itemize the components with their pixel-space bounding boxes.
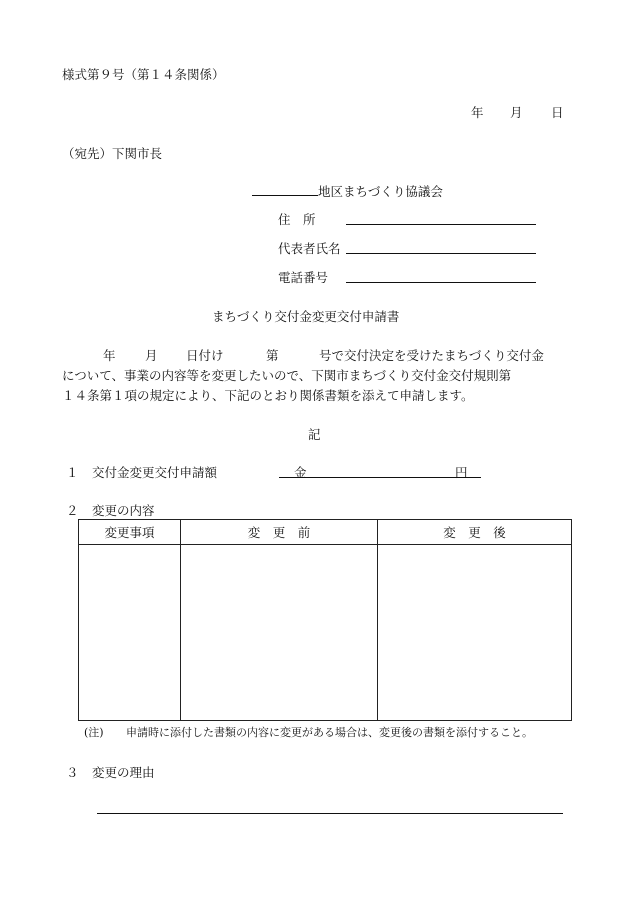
table-row	[79, 545, 572, 721]
table-header-row	[79, 520, 572, 545]
body-month: 月	[145, 348, 158, 363]
body-line1-rest: 号で交付決定を受けたまちづくり交付金	[319, 348, 544, 363]
address-field[interactable]	[346, 224, 536, 225]
item2-number: ２	[66, 503, 79, 518]
header-before: 変 更 前	[181, 520, 378, 545]
council-name-blank[interactable]	[252, 181, 318, 196]
header-change-item: 変更事項	[79, 520, 181, 545]
phone-field[interactable]	[346, 282, 536, 283]
document-title: まちづくり交付金変更交付申請書	[212, 309, 400, 324]
header-after: 変 更 後	[378, 520, 572, 545]
change-item-cell[interactable]	[79, 545, 181, 721]
reason-field[interactable]	[97, 813, 563, 814]
item3-label: 変更の理由	[92, 765, 155, 780]
body-year: 年	[103, 348, 116, 363]
body-no: 第	[266, 348, 279, 363]
item1-number: １	[66, 465, 79, 480]
note-text: 申請時に添付した書類の内容に変更がある場合は、変更後の書類を添付すること。	[126, 726, 533, 739]
phone-label: 電話番号	[278, 270, 329, 285]
body-day: 日付け	[186, 348, 224, 363]
date-month-label: 月	[510, 105, 523, 120]
representative-field[interactable]	[346, 253, 536, 254]
date-day-label: 日	[551, 105, 564, 120]
address-label: 住 所	[278, 212, 316, 227]
representative-label: 代表者氏名	[278, 241, 341, 256]
body-line3: １４条第１項の規定により、下記のとおり関係書類を添えて申請します。	[62, 388, 474, 403]
note-prefix: (注)	[84, 726, 104, 739]
after-cell[interactable]	[378, 545, 572, 721]
item2-label: 変更の内容	[92, 503, 155, 518]
body-line2: について、事業の内容等を変更したいので、下関市まちづくり交付金交付規則第	[62, 368, 512, 383]
amount-field[interactable]	[279, 477, 481, 478]
ki-heading: 記	[308, 427, 321, 442]
item3-number: ３	[66, 765, 79, 780]
addressee: （宛先）下関市長	[62, 146, 163, 161]
amount-prefix: 金	[294, 465, 307, 480]
date-year-label: 年	[471, 105, 484, 120]
before-cell[interactable]	[181, 545, 378, 721]
amount-suffix: 円	[455, 465, 468, 480]
council-line	[252, 181, 443, 200]
form-number: 様式第９号（第１４条関係）	[62, 67, 225, 82]
item1-label: 交付金変更交付申請額	[92, 465, 218, 480]
changes-table	[78, 519, 572, 721]
council-suffix: 地区まちづくり協議会	[318, 184, 443, 199]
